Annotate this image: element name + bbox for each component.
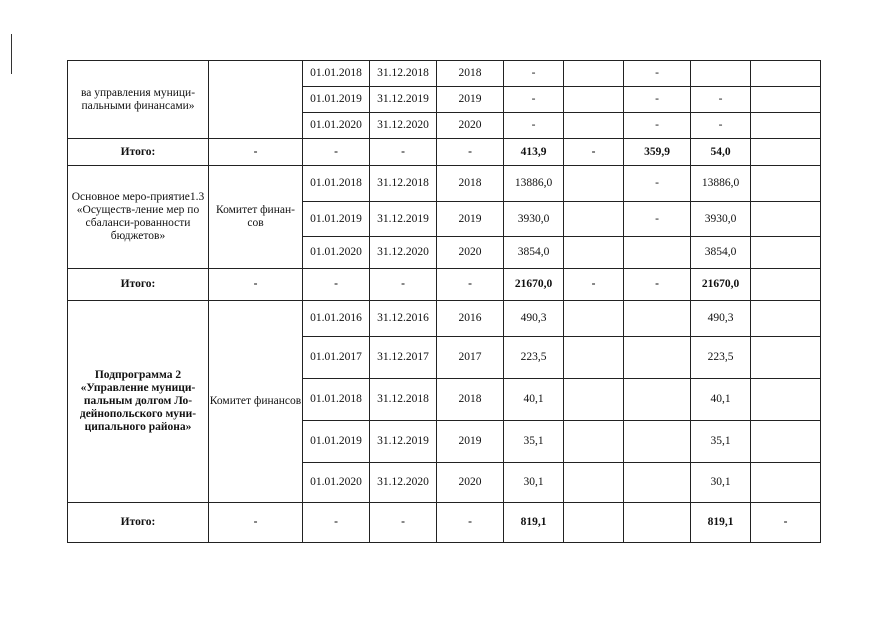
value-col-3: 35,1	[691, 421, 751, 463]
start-date: 01.01.2019	[303, 87, 370, 113]
total-value: 413,9	[504, 139, 564, 166]
end-date: 31.12.2020	[370, 113, 437, 139]
start-date: 01.01.2017	[303, 337, 370, 379]
value-col-3: 3930,0	[691, 202, 751, 237]
total-value: 21670,0	[504, 269, 564, 301]
year: 2019	[437, 421, 504, 463]
value-col-4: -	[751, 503, 821, 543]
total-value: 40,1	[504, 379, 564, 421]
executor-dash: -	[209, 269, 303, 301]
value-col-2: 359,9	[624, 139, 691, 166]
value-col-3: -	[691, 87, 751, 113]
total-value: 819,1	[504, 503, 564, 543]
total-value: 3930,0	[504, 202, 564, 237]
value-col-4	[751, 166, 821, 202]
start-date: 01.01.2018	[303, 61, 370, 87]
value-col-3: 30,1	[691, 463, 751, 503]
end-date: 31.12.2019	[370, 421, 437, 463]
year: 2018	[437, 166, 504, 202]
value-col-1	[564, 301, 624, 337]
total-value: -	[504, 87, 564, 113]
value-col-2: -	[624, 269, 691, 301]
end-date: 31.12.2017	[370, 337, 437, 379]
value-col-1: -	[564, 269, 624, 301]
year: 2019	[437, 87, 504, 113]
value-col-2	[624, 337, 691, 379]
value-col-4	[751, 113, 821, 139]
value-col-1	[564, 113, 624, 139]
value-col-3: 223,5	[691, 337, 751, 379]
end-date: 31.12.2018	[370, 166, 437, 202]
year: -	[437, 139, 504, 166]
total-value: 490,3	[504, 301, 564, 337]
value-col-3: 490,3	[691, 301, 751, 337]
value-col-3: 40,1	[691, 379, 751, 421]
executor-dash: -	[209, 139, 303, 166]
budget-table	[67, 60, 821, 543]
value-col-4	[751, 269, 821, 301]
margin-mark	[11, 34, 12, 74]
end-date: 31.12.2020	[370, 463, 437, 503]
activity-description: ва управления муници-пальными финансами»	[68, 61, 209, 139]
itogo-row	[68, 139, 821, 166]
year: -	[437, 503, 504, 543]
value-col-1	[564, 337, 624, 379]
year: 2018	[437, 379, 504, 421]
value-col-1	[564, 202, 624, 237]
start-date: 01.01.2018	[303, 166, 370, 202]
value-col-1	[564, 421, 624, 463]
start-date: 01.01.2018	[303, 379, 370, 421]
start-date: 01.01.2020	[303, 113, 370, 139]
start-date: -	[303, 139, 370, 166]
executor-dash: -	[209, 503, 303, 543]
start-date: 01.01.2019	[303, 421, 370, 463]
value-col-2: -	[624, 113, 691, 139]
value-col-3: -	[691, 113, 751, 139]
year: 2020	[437, 463, 504, 503]
total-value: 3854,0	[504, 237, 564, 269]
start-date: -	[303, 503, 370, 543]
end-date: 31.12.2016	[370, 301, 437, 337]
value-col-2: -	[624, 202, 691, 237]
value-col-4	[751, 463, 821, 503]
value-col-2	[624, 237, 691, 269]
value-col-2: -	[624, 61, 691, 87]
value-col-4	[751, 337, 821, 379]
start-date: -	[303, 269, 370, 301]
value-col-3: 819,1	[691, 503, 751, 543]
total-value: 35,1	[504, 421, 564, 463]
subprogram-description: Подпрограмма 2 «Управление муници-пальным долгом Ло-дейнопольского муни-ципального района»	[68, 301, 209, 503]
value-col-2	[624, 379, 691, 421]
value-col-3: 21670,0	[691, 269, 751, 301]
table-row	[68, 301, 821, 337]
value-col-3: 13886,0	[691, 166, 751, 202]
year: 2020	[437, 237, 504, 269]
end-date: 31.12.2018	[370, 61, 437, 87]
start-date: 01.01.2020	[303, 237, 370, 269]
table-row	[68, 61, 821, 87]
end-date: -	[370, 139, 437, 166]
value-col-1	[564, 61, 624, 87]
value-col-3: 3854,0	[691, 237, 751, 269]
end-date: 31.12.2019	[370, 87, 437, 113]
end-date: 31.12.2020	[370, 237, 437, 269]
total-value: -	[504, 113, 564, 139]
end-date: 31.12.2018	[370, 379, 437, 421]
year: 2016	[437, 301, 504, 337]
value-col-1	[564, 237, 624, 269]
value-col-2: -	[624, 166, 691, 202]
value-col-4	[751, 237, 821, 269]
value-col-4	[751, 61, 821, 87]
value-col-1	[564, 463, 624, 503]
itogo-label: Итого:	[68, 139, 209, 166]
itogo-label: Итого:	[68, 269, 209, 301]
activity-description: Основное меро-приятие1.3 «Осуществ-ление мер по сбаланси-рованности бюджетов»	[68, 166, 209, 269]
value-col-2	[624, 301, 691, 337]
executor: Комитет финансов	[209, 301, 303, 503]
value-col-2: -	[624, 87, 691, 113]
value-col-4	[751, 379, 821, 421]
executor-cell	[209, 61, 303, 139]
year: 2018	[437, 61, 504, 87]
itogo-row	[68, 269, 821, 301]
value-col-4	[751, 139, 821, 166]
value-col-1	[564, 87, 624, 113]
end-date: 31.12.2019	[370, 202, 437, 237]
table-row	[68, 166, 821, 202]
year: 2017	[437, 337, 504, 379]
value-col-2	[624, 463, 691, 503]
total-value: 223,5	[504, 337, 564, 379]
value-col-3: 54,0	[691, 139, 751, 166]
value-col-4	[751, 87, 821, 113]
end-date: -	[370, 269, 437, 301]
executor: Комитет финан-сов	[209, 166, 303, 269]
value-col-3	[691, 61, 751, 87]
total-value: 30,1	[504, 463, 564, 503]
total-value: -	[504, 61, 564, 87]
itogo-label: Итого:	[68, 503, 209, 543]
total-value: 13886,0	[504, 166, 564, 202]
value-col-1	[564, 503, 624, 543]
start-date: 01.01.2020	[303, 463, 370, 503]
value-col-4	[751, 301, 821, 337]
year: -	[437, 269, 504, 301]
value-col-2	[624, 503, 691, 543]
value-col-4	[751, 202, 821, 237]
value-col-1	[564, 379, 624, 421]
value-col-1: -	[564, 139, 624, 166]
start-date: 01.01.2019	[303, 202, 370, 237]
year: 2020	[437, 113, 504, 139]
value-col-1	[564, 166, 624, 202]
start-date: 01.01.2016	[303, 301, 370, 337]
value-col-2	[624, 421, 691, 463]
itogo-row	[68, 503, 821, 543]
year: 2019	[437, 202, 504, 237]
value-col-4	[751, 421, 821, 463]
end-date: -	[370, 503, 437, 543]
